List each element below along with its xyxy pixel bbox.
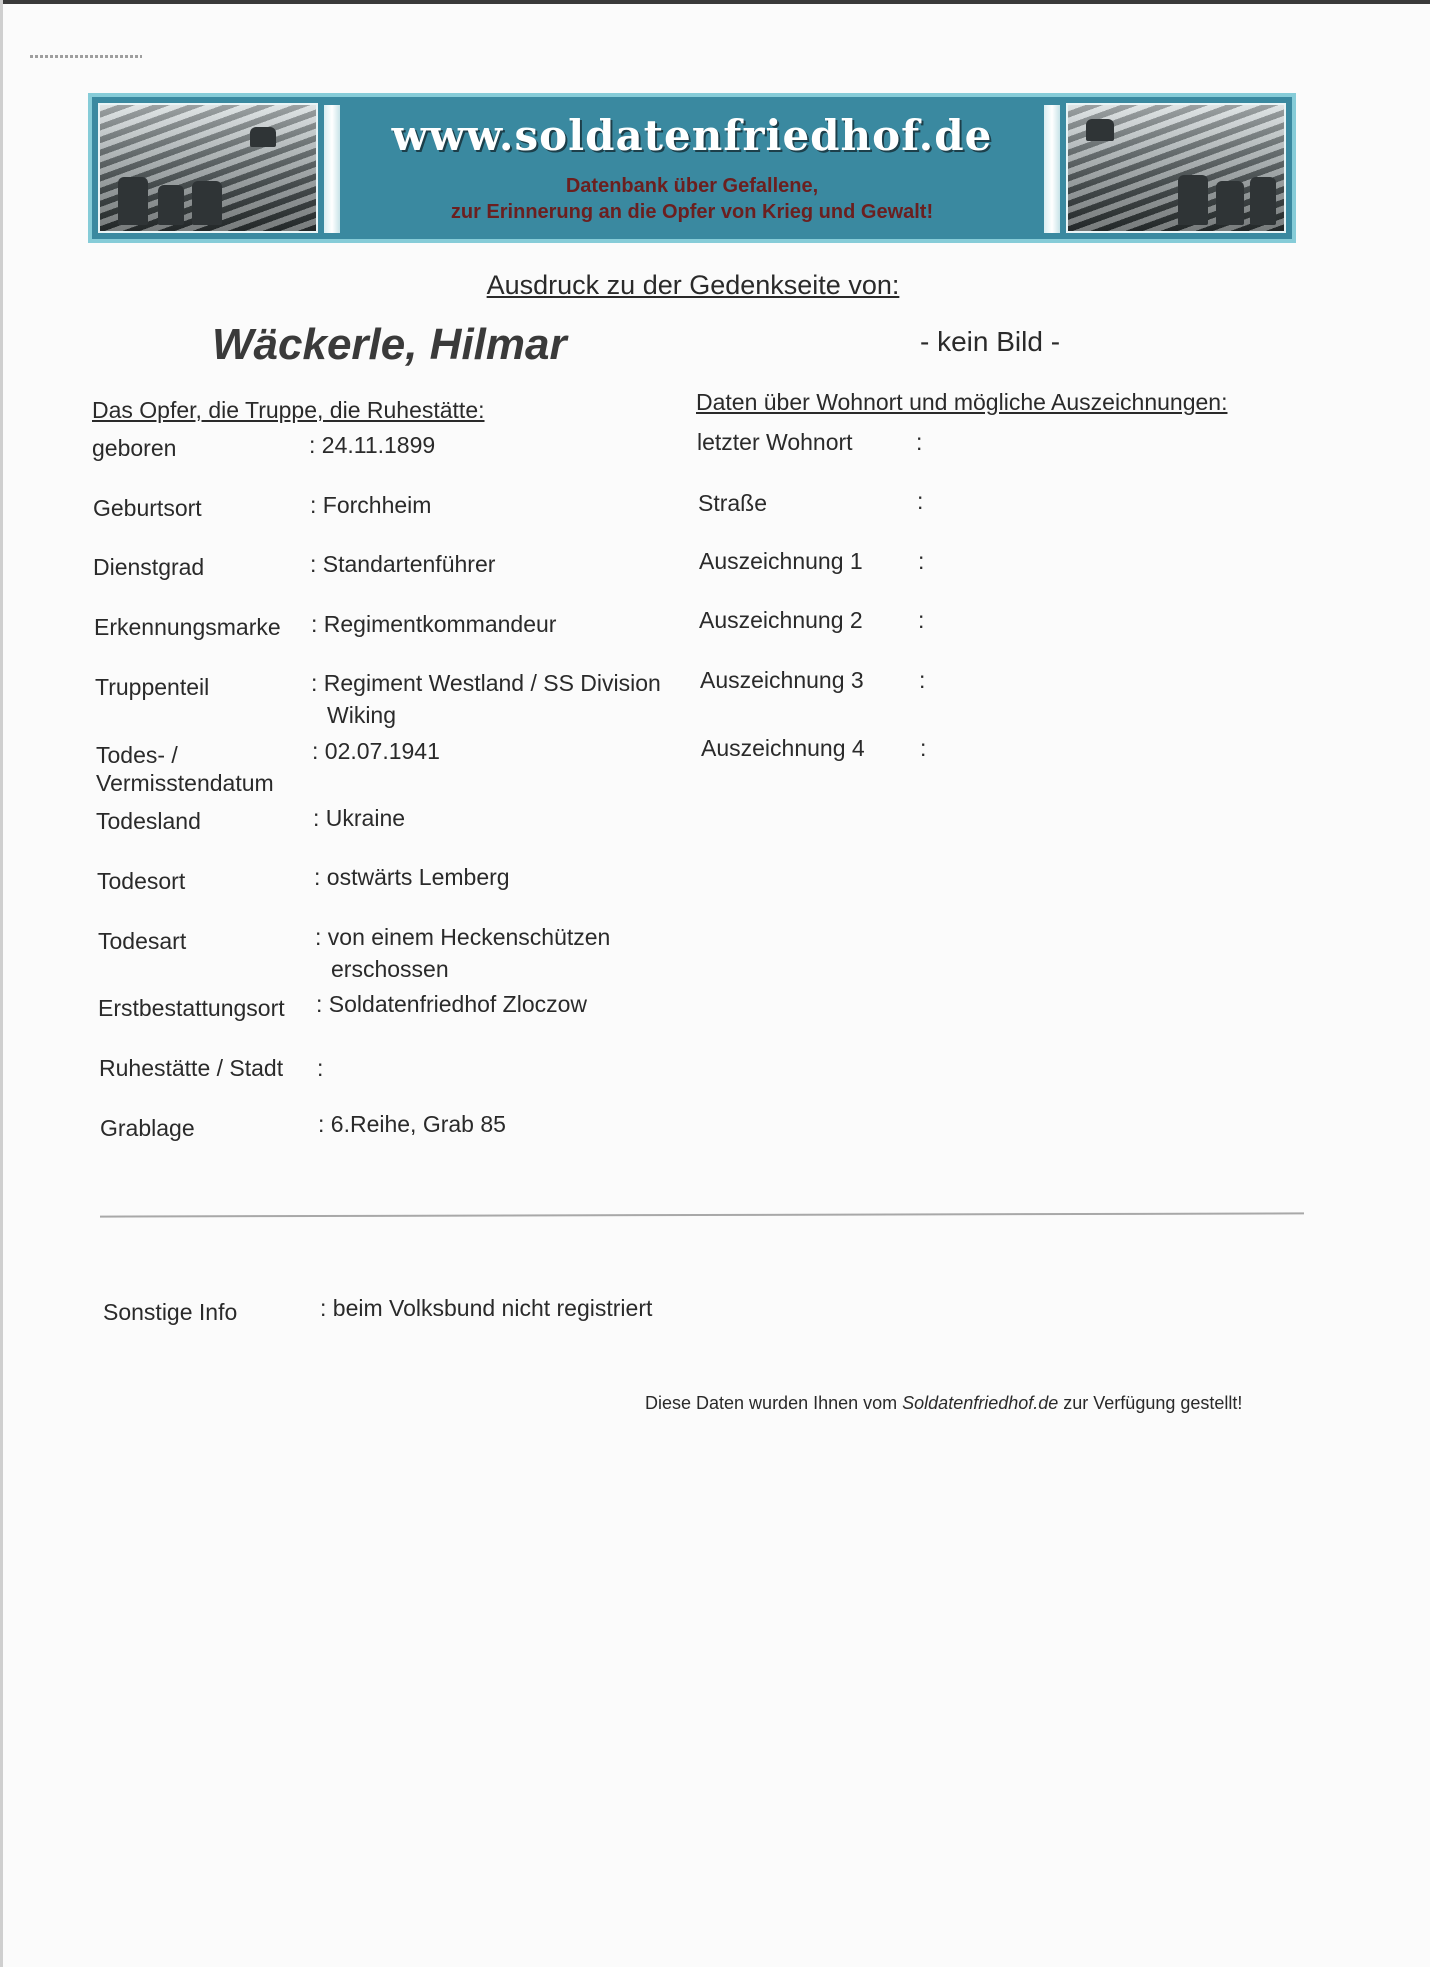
field-value-first-burial: : Soldatenfriedhof Zloczow [316, 991, 588, 1017]
field-value-death-cause: : von einem Heckenschützen [315, 924, 611, 950]
field-label-street: Straße [698, 490, 768, 516]
field-sep-award-1: : [918, 548, 925, 574]
footer-note [645, 1393, 1242, 1414]
cemetery-photo-left [98, 103, 318, 233]
field-label-death-country: Todesland [96, 808, 201, 834]
field-sep-street: : [917, 488, 924, 514]
field-label-resting-place: Ruhestätte / Stadt [99, 1055, 284, 1081]
right-section-heading: Daten über Wohnort und mögliche Auszeichnungen: [696, 389, 1228, 415]
field-value-birthplace: : Forchheim [310, 492, 432, 518]
field-value-death-cause-line2: erschossen [331, 956, 449, 982]
field-label-award-3: Auszeichnung 3 [700, 667, 864, 693]
field-value-other-info: : beim Volksbund nicht registriert [320, 1295, 653, 1321]
field-value-death-place: : ostwärts Lemberg [314, 864, 510, 890]
field-label-first-burial: Erstbestattungsort [98, 995, 285, 1021]
field-label-last-residence: letzter Wohnort [697, 429, 853, 455]
banner-subtitle-line1: Datenbank über Gefallene, [565, 175, 819, 197]
no-image-note: - kein Bild - [920, 326, 1061, 357]
printout-title: Ausdruck zu der Gedenkseite von: [486, 270, 900, 300]
field-value-grave: : 6.Reihe, Grab 85 [318, 1111, 506, 1137]
field-label-award-4: Auszeichnung 4 [701, 735, 865, 761]
field-label-unit: Truppenteil [95, 674, 210, 700]
field-sep-award-3: : [919, 667, 926, 693]
field-label-award-1: Auszeichnung 1 [699, 548, 863, 574]
banner-pillar-left [324, 105, 340, 233]
banner-subtitle-line2: zur Erinnerung an die Opfer von Krieg und Gewalt! [450, 201, 934, 223]
field-label-death-date: Todes- / [96, 742, 178, 768]
footer-prefix: Diese Daten wurden Ihnen vom [645, 1393, 903, 1413]
left-section-heading: Das Opfer, die Truppe, die Ruhestätte: [92, 397, 485, 423]
field-label-award-2: Auszeichnung 2 [699, 607, 863, 633]
scan-mark [30, 55, 142, 58]
field-sep-award-4: : [920, 735, 927, 761]
scan-edge-top [0, 0, 1430, 4]
field-label-death-cause: Todesart [98, 928, 187, 954]
field-sep-last-residence: : [916, 429, 923, 455]
section-divider [100, 1212, 1304, 1217]
field-value-death-country: : Ukraine [313, 805, 406, 831]
banner-pillar-right [1044, 105, 1060, 233]
footer-suffix: zur Verfügung gestellt! [1058, 1393, 1243, 1413]
field-value-unit-line2: Wiking [327, 702, 397, 728]
field-sep-award-2: : [918, 607, 925, 633]
banner-url: www.soldatenfriedhof.de [391, 111, 993, 160]
field-label-birthplace: Geburtsort [93, 495, 202, 521]
field-value-death-date: : 02.07.1941 [312, 738, 440, 764]
field-label-death-place: Todesort [97, 868, 186, 894]
cemetery-photo-right [1066, 103, 1286, 233]
field-label-born: geboren [92, 435, 177, 461]
field-value-id-tag: : Regimentkommandeur [311, 611, 557, 637]
field-label-id-tag: Erkennungsmarke [94, 614, 281, 640]
field-label-death-date-line2: Vermisstendatum [96, 770, 274, 796]
person-name: Wäckerle, Hilmar [212, 320, 567, 369]
field-label-other-info: Sonstige Info [103, 1299, 238, 1325]
field-value-rank: : Standartenführer [310, 551, 496, 577]
field-label-grave: Grablage [100, 1115, 195, 1141]
field-value-born: : 24.11.1899 [309, 432, 436, 458]
field-value-unit: : Regiment Westland / SS Division [311, 670, 661, 696]
footer-site: Soldatenfriedhof.de [902, 1393, 1059, 1413]
field-label-rank: Dienstgrad [93, 554, 205, 580]
field-value-resting-place: : [317, 1055, 324, 1081]
site-banner [88, 93, 1296, 243]
